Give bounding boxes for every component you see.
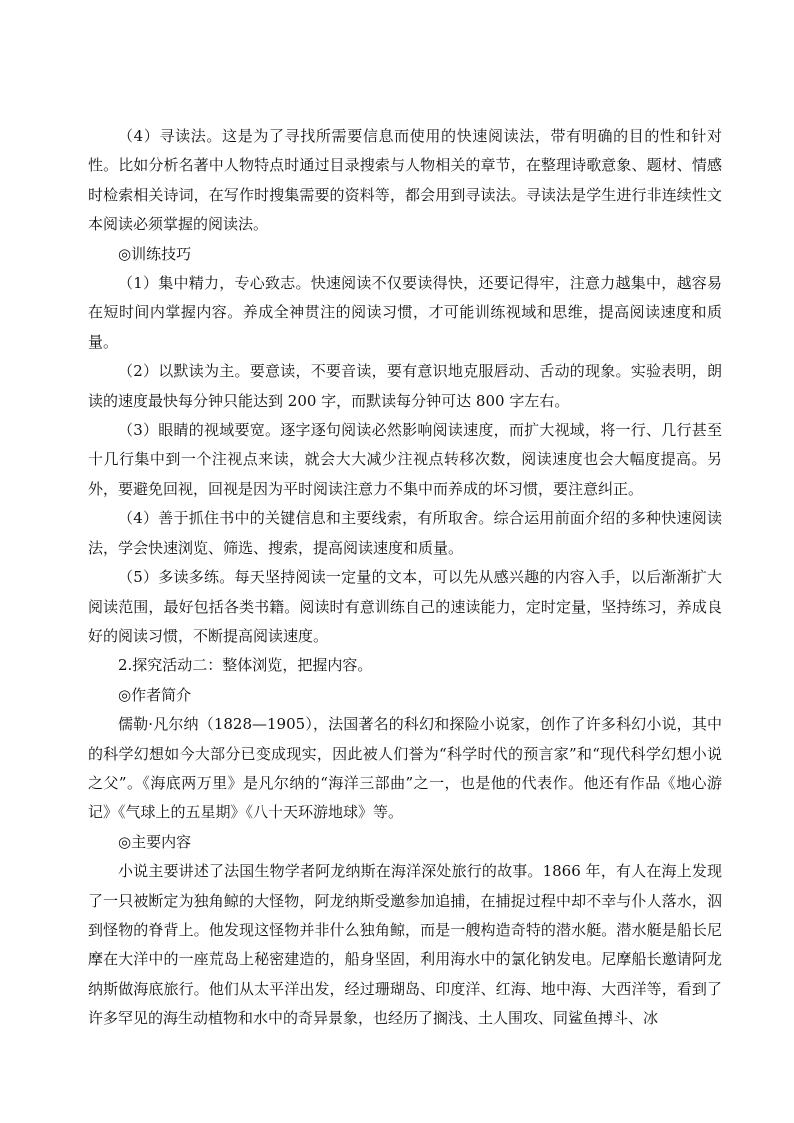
paragraph-training-1: （1）集中精力，专心致志。快速阅读不仅要读得快，还要记得牢，注意力越集中，越容易在短时间内掌握内容。养成全神贯注的阅读习惯，才可能训练视域和思维，提高阅读速度和质量。 bbox=[88, 274, 722, 351]
paragraph-main-content: 小说主要讲述了法国生物学者阿龙纳斯在海洋深处旅行的故事。1866 年，有人在海上发现了一只被断定为独角鲸的大怪物，阿龙纳斯受邀参加追捕，在捕捉过程中却不幸与仆人落水，泅到怪物的脊背上。他发现这怪物并非什么独角鲸，而是一艘构造奇特的潜水艇。潜水艇是船长尼摩在大洋中的一座荒岛上秘密建造的，船身坚固，利用海水中的氯化钠发电。尼摩船长邀请阿龙纳斯做海底旅行。他们从太平洋出发，经过珊瑚岛、印度洋、红海、地中海、大西洋等，看到了许多罕见的海生动植物和水中的奇异景象，也经历了搁浅、土人围攻、同鲨鱼搏斗、冰 bbox=[88, 862, 722, 1028]
heading-author-intro: ◎作者简介 bbox=[118, 685, 192, 704]
paragraph-training-2: （2）以默读为主。要意读，不要音读，要有意识地克服唇动、舌动的现象。实验表明，朗读的速度最快每分钟只能达到 200 字，而默读每分钟可达 800 字左右。 bbox=[88, 362, 722, 410]
activity-2-title: 2.探究活动二：整体浏览，把握内容。 bbox=[118, 656, 373, 675]
paragraph-author-intro: 儒勒·凡尔纳（1828—1905），法国著名的科幻和探险小说家，创作了许多科幻小说，其中的科学幻想如今大部分已变成现实，因此被人们誉为“科学时代的预言家”和“现代科学幻想小说之父”。《海底两万里》是凡尔纳的“海洋三部曲”之一，也是他的代表作。他还有作品《地心游记》《气球上的五星期》《八十天环游地球》等。 bbox=[88, 715, 722, 822]
heading-training-skills: ◎训练技巧 bbox=[118, 244, 192, 263]
paragraph-training-4: （4）善于抓住书中的关键信息和主要线索，有所取舍。综合运用前面介绍的多种快速阅读法，学会快速浏览、筛选、搜索，提高阅读速度和质量。 bbox=[88, 509, 722, 557]
paragraph-training-3: （3）眼睛的视域要宽。逐字逐句阅读必然影响阅读速度，而扩大视域，将一行、几行甚至十几行集中到一个注视点来读，就会大大减少注视点转移次数，阅读速度也会大幅度提高。另外，要避免回视，回视是因为平时阅读注意力不集中而养成的坏习惯，要注意纠正。 bbox=[88, 421, 722, 498]
heading-main-content: ◎主要内容 bbox=[118, 832, 192, 851]
paragraph-training-5: （5）多读多练。每天坚持阅读一定量的文本，可以先从感兴趣的内容入手，以后渐渐扩大阅读范围，最好包括各类书籍。阅读时有意训练自己的速读能力，定时定量，坚持练习，养成良好的阅读习惯，不断提高阅读速度。 bbox=[88, 568, 722, 645]
document-page bbox=[88, 122, 722, 1034]
paragraph-skimming-method: （4）寻读法。这是为了寻找所需要信息而使用的快速阅读法，带有明确的目的性和针对性。比如分析名著中人物特点时通过目录搜索与人物相关的章节，在整理诗歌意象、题材、情感时检索相关诗词，在写作时搜集需要的资料等，都会用到寻读法。寻读法是学生进行非连续性文本阅读必须掌握的阅读法。 bbox=[88, 127, 722, 234]
